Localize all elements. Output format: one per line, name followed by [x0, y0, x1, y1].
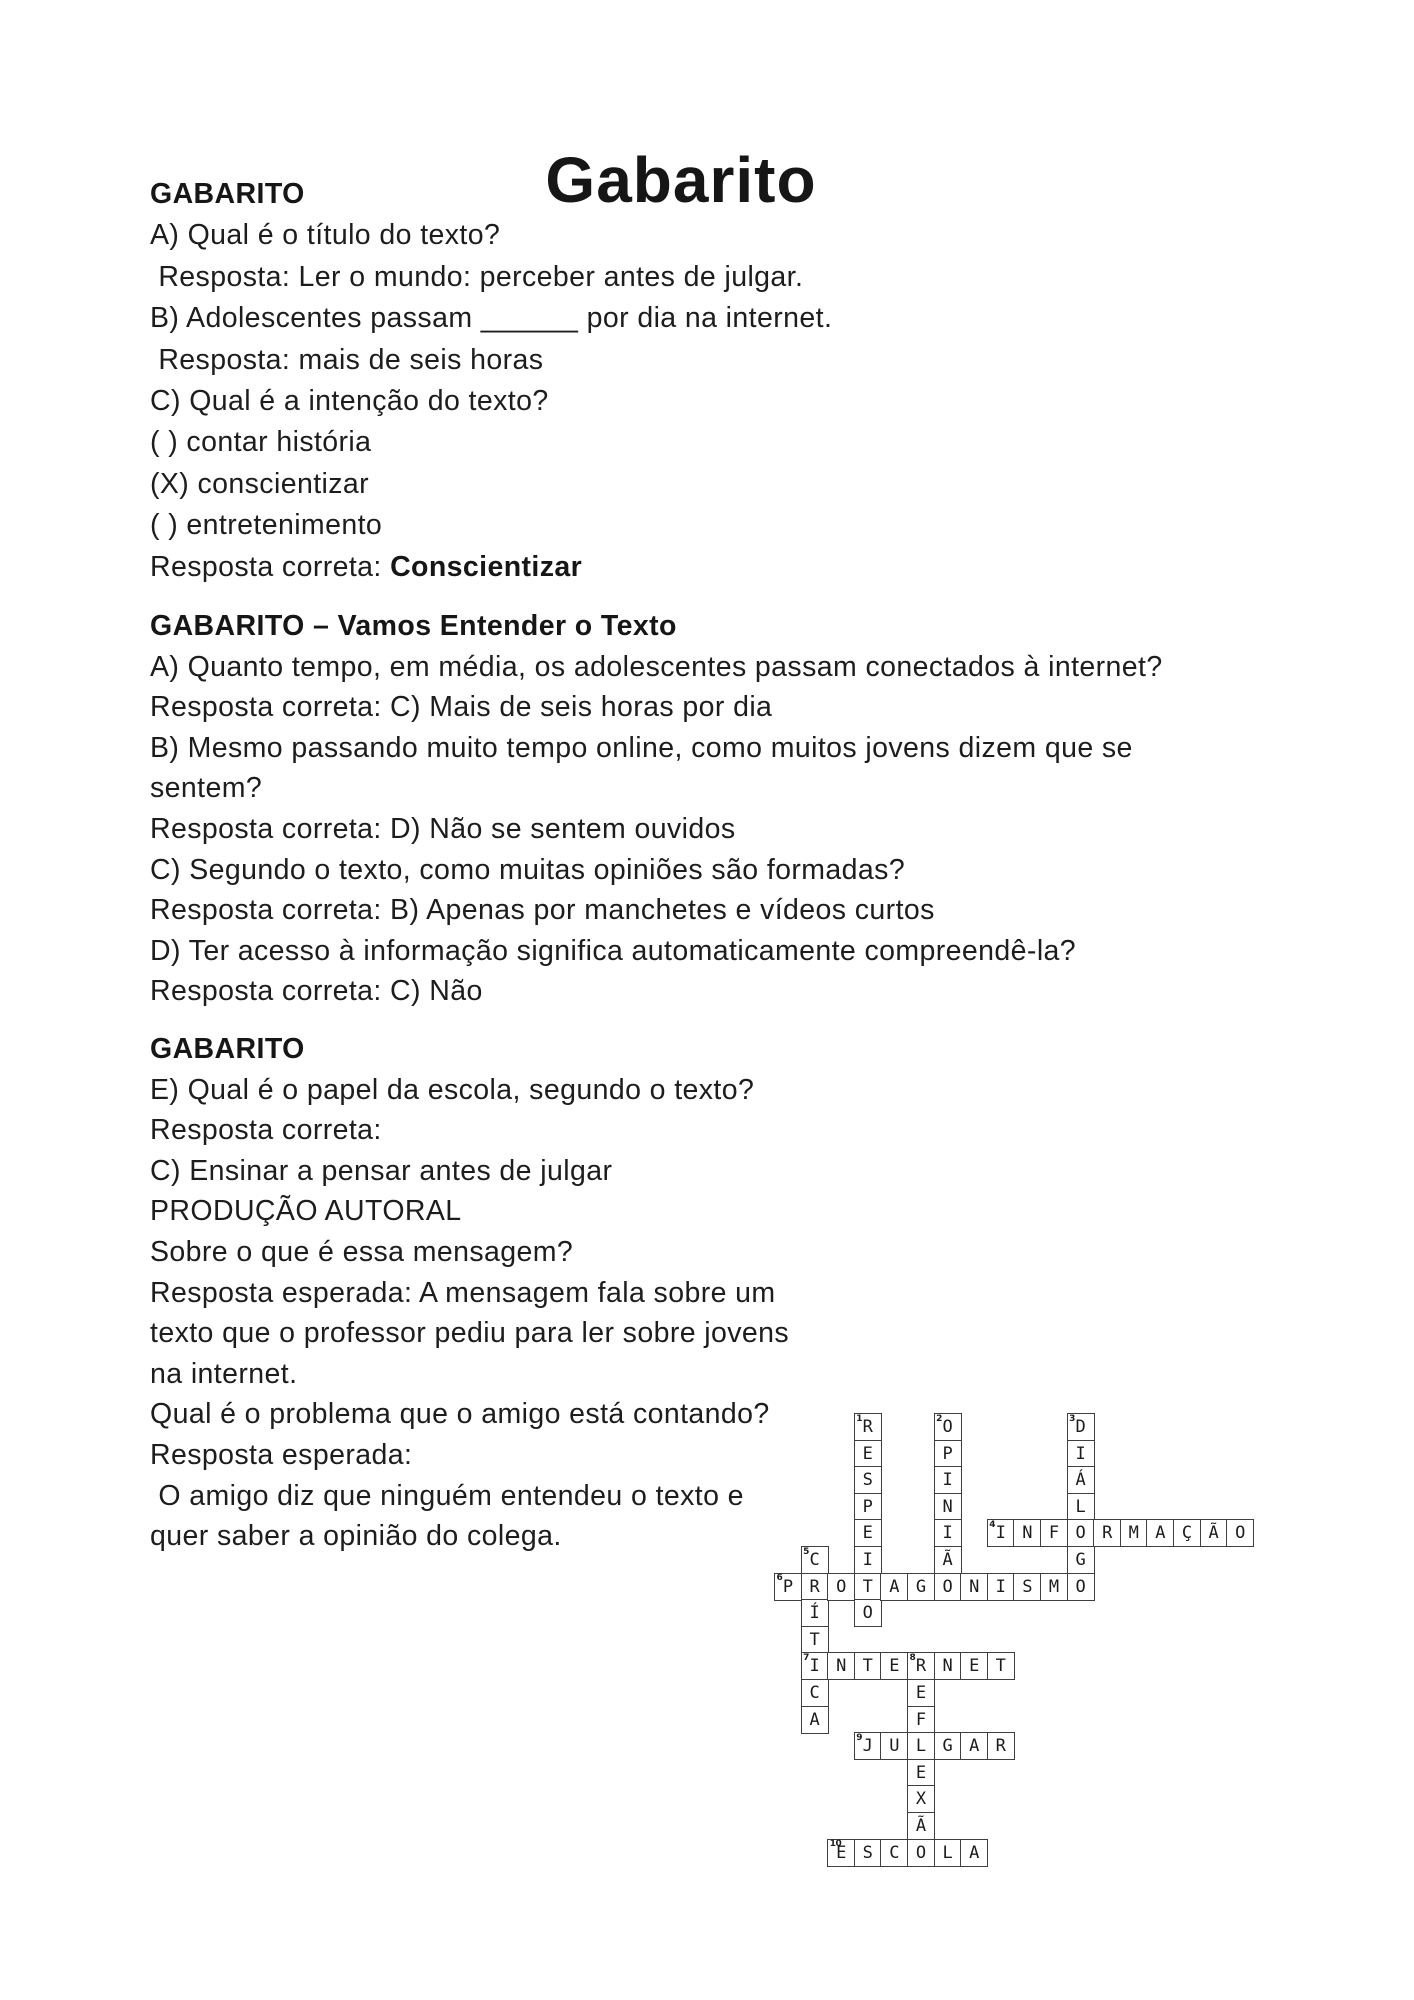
section-gabarito-1: [150, 174, 832, 588]
crossword-cell-letter: E: [889, 1656, 900, 1677]
text-segment: Resposta: Ler o mundo: perceber antes de julgar.: [150, 260, 804, 293]
crossword-cell-letter: S: [862, 1842, 873, 1863]
crossword-cell: [827, 1652, 855, 1680]
crossword-cell-letter: P: [942, 1443, 953, 1464]
crossword-cell-letter: C: [809, 1550, 820, 1570]
crossword-cell-letter: M: [1048, 1576, 1060, 1597]
crossword-cell: [1067, 1546, 1095, 1574]
crossword-cell: [987, 1519, 1015, 1547]
text-segment: texto que o professor pediu para ler sobre jovens: [150, 1317, 790, 1350]
text-line: [150, 768, 1163, 809]
crossword-cell-letter: I: [995, 1523, 1006, 1544]
crossword-cell-letter: L: [915, 1736, 927, 1757]
crossword-cell-letter: M: [1128, 1523, 1139, 1544]
crossword-cell: [934, 1440, 962, 1468]
text-line: [150, 606, 1163, 647]
text-line: [150, 850, 1163, 891]
crossword-cell: [987, 1732, 1015, 1760]
crossword-cell: [987, 1573, 1015, 1601]
crossword-cell: [854, 1732, 882, 1760]
crossword-cell: [960, 1839, 988, 1867]
crossword-cell: [854, 1839, 882, 1867]
crossword-cell-letter: R: [809, 1576, 820, 1597]
text-line: [150, 1110, 789, 1151]
text-line: [150, 1029, 789, 1070]
crossword-cell: [801, 1599, 829, 1627]
crossword-cell: [1067, 1519, 1095, 1547]
crossword-cell: [827, 1839, 855, 1867]
crossword-cell-number: 2: [936, 1413, 942, 1424]
crossword-cell: [880, 1573, 908, 1601]
crossword-cell: [1013, 1573, 1041, 1601]
crossword-cell: [801, 1706, 829, 1734]
text-segment: O amigo diz que ninguém entendeu o texto e: [150, 1479, 744, 1512]
bold-text-segment: GABARITO: [150, 178, 305, 210]
text-line: [150, 687, 1163, 728]
crossword-cell: [1120, 1519, 1148, 1547]
crossword-cell: [934, 1652, 962, 1680]
text-segment: C) Qual é a intenção do texto?: [150, 385, 549, 418]
crossword-cell-number: 9: [856, 1732, 863, 1743]
crossword-cell: [1173, 1519, 1201, 1547]
crossword-cell: [1093, 1519, 1121, 1547]
crossword-cell: [774, 1573, 802, 1601]
crossword-cell: [907, 1652, 935, 1680]
text-line: [150, 174, 832, 215]
text-line: [150, 1354, 789, 1395]
crossword-cell-letter: G: [942, 1736, 953, 1757]
text-line: [150, 422, 832, 463]
crossword-cell-letter: T: [995, 1656, 1006, 1677]
text-segment: Resposta: mais de seis horas: [150, 343, 544, 376]
crossword-cell: [1013, 1519, 1041, 1547]
crossword: [774, 1413, 1256, 1868]
text-segment: C) Segundo o texto, como muitas opiniões são formadas?: [150, 853, 906, 886]
crossword-cell-letter: N: [942, 1656, 953, 1677]
crossword-cell-letter: E: [862, 1443, 873, 1464]
crossword-cell-letter: J: [862, 1736, 873, 1757]
text-segment: B) Mesmo passando muito tempo online, como muitos jovens dizem que se: [150, 731, 1133, 764]
crossword-cell-number: 10: [829, 1839, 842, 1850]
crossword-cell: [934, 1413, 962, 1441]
crossword-cell: [907, 1732, 935, 1760]
crossword-cell-letter: Ç: [1181, 1523, 1193, 1544]
crossword-cell: [854, 1413, 882, 1441]
text-segment: Resposta correta: C) Mais de seis horas por dia: [150, 691, 773, 724]
crossword-cell-letter: I: [809, 1656, 820, 1677]
crossword-cell-letter: A: [809, 1709, 820, 1730]
text-line: [150, 971, 1163, 1012]
crossword-cell-letter: S: [1022, 1576, 1033, 1597]
text-line: [150, 215, 832, 256]
crossword-cell: [880, 1839, 908, 1867]
crossword-cell-letter: E: [915, 1683, 927, 1703]
text-segment: (X) conscientizar: [150, 467, 370, 500]
text-line: [150, 340, 832, 381]
text-segment: Resposta correta: B) Apenas por manchetes e vídeos curtos: [150, 894, 935, 927]
crossword-cell: [907, 1706, 935, 1734]
text-line: [150, 809, 1163, 850]
crossword-cell: [960, 1732, 988, 1760]
text-segment: ( ) entretenimento: [150, 509, 383, 542]
text-line: [150, 1151, 789, 1192]
text-segment: sentem?: [150, 772, 263, 805]
crossword-cell-letter: Í: [809, 1603, 820, 1624]
text-segment: ( ) contar história: [150, 426, 372, 459]
text-segment: Qual é o problema que o amigo está contando?: [150, 1398, 770, 1431]
crossword-cell-letter: I: [995, 1576, 1006, 1597]
crossword-cell: [801, 1626, 829, 1654]
crossword-cell-letter: C: [809, 1683, 820, 1703]
crossword-cell-letter: G: [1075, 1550, 1086, 1570]
crossword-cell: [801, 1546, 829, 1574]
crossword-cell: [1146, 1519, 1174, 1547]
crossword-cell: [854, 1493, 882, 1521]
crossword-cell: [854, 1652, 882, 1680]
crossword-cell: [1067, 1466, 1095, 1494]
crossword-cell-letter: N: [836, 1656, 847, 1677]
crossword-cell-number: 8: [909, 1652, 916, 1663]
text-line: [150, 1394, 789, 1435]
crossword-cell-letter: T: [862, 1576, 873, 1597]
crossword-cell-letter: Ã: [1208, 1523, 1219, 1544]
crossword-cell: [1067, 1440, 1095, 1468]
text-line: [150, 381, 832, 422]
crossword-cell-letter: E: [969, 1656, 980, 1677]
text-line: [150, 1191, 789, 1232]
crossword-cell-letter: P: [782, 1576, 794, 1597]
text-line: [150, 1516, 789, 1557]
crossword-cell-letter: A: [1155, 1523, 1166, 1544]
crossword-cell: [880, 1732, 908, 1760]
crossword-cell-letter: F: [915, 1709, 927, 1730]
crossword-cell-letter: R: [915, 1656, 927, 1677]
crossword-cell-letter: A: [969, 1842, 980, 1863]
crossword-cell-letter: R: [1102, 1523, 1113, 1544]
text-line: [150, 1273, 789, 1314]
crossword-cell: [1226, 1519, 1254, 1547]
section-gabarito-vamos-entender-o-texto: [150, 606, 1163, 1012]
crossword-cell: [907, 1573, 935, 1601]
text-line: [150, 728, 1163, 769]
crossword-cell: [1067, 1573, 1095, 1601]
crossword-cell: [934, 1839, 962, 1867]
crossword-cell-letter: O: [836, 1576, 847, 1597]
crossword-cell-number: 3: [1069, 1413, 1075, 1424]
text-segment: C) Ensinar a pensar antes de julgar: [150, 1154, 613, 1187]
crossword-cell-letter: G: [915, 1576, 927, 1597]
crossword-cell: [907, 1785, 935, 1813]
crossword-cell: [1067, 1493, 1095, 1521]
crossword-cell: [907, 1679, 935, 1707]
crossword-cell-letter: X: [915, 1789, 927, 1810]
crossword-cell-letter: L: [1075, 1496, 1086, 1517]
text-line: [150, 505, 832, 546]
text-line: [150, 298, 832, 339]
text-segment: A) Quanto tempo, em média, os adolescentes passam conectados à internet?: [150, 650, 1163, 683]
text-line: [150, 257, 832, 298]
crossword-cell-number: 7: [803, 1652, 809, 1663]
crossword-cell-letter: E: [862, 1523, 873, 1544]
crossword-cell: [1200, 1519, 1228, 1547]
crossword-cell-letter: O: [862, 1603, 873, 1624]
crossword-cell: [934, 1573, 962, 1601]
text-line: [150, 1070, 789, 1111]
text-segment: Resposta correta:: [150, 1114, 382, 1147]
text-line: [150, 547, 832, 588]
text-segment: Resposta esperada:: [150, 1438, 413, 1471]
crossword-cell: [934, 1546, 962, 1574]
crossword-cell-letter: A: [889, 1576, 900, 1597]
crossword-cell: [854, 1573, 882, 1601]
crossword-cell-letter: O: [942, 1576, 953, 1597]
crossword-cell: [960, 1652, 988, 1680]
crossword-cell: [880, 1652, 908, 1680]
text-segment: Resposta correta: D) Não se sentem ouvidos: [150, 812, 736, 845]
crossword-cell-letter: F: [1048, 1523, 1060, 1544]
crossword-cell: [960, 1573, 988, 1601]
crossword-cell: [907, 1839, 935, 1867]
text-segment: E) Qual é o papel da escola, segundo o texto?: [150, 1073, 755, 1106]
crossword-cell-letter: I: [942, 1470, 953, 1491]
crossword-cell-number: 1: [856, 1413, 863, 1424]
text-line: [150, 1232, 789, 1273]
crossword-cell: [801, 1573, 829, 1601]
crossword-cell: [854, 1599, 882, 1627]
crossword-cell-letter: N: [942, 1496, 953, 1517]
text-segment: Resposta correta:: [150, 550, 391, 583]
crossword-cell-letter: Á: [1075, 1470, 1086, 1491]
text-line: [150, 931, 1163, 972]
crossword-cell-number: 6: [776, 1573, 783, 1584]
crossword-cell: [854, 1440, 882, 1468]
crossword-cell: [1067, 1413, 1095, 1441]
crossword-cell: [1040, 1519, 1068, 1547]
crossword-cell: [854, 1519, 882, 1547]
crossword-cell: [801, 1652, 829, 1680]
bold-text-segment: GABARITO – Vamos Entender o Texto: [150, 610, 677, 642]
crossword-cell-letter: R: [862, 1417, 873, 1437]
crossword-cell-letter: E: [915, 1762, 927, 1783]
crossword-cell-letter: L: [942, 1842, 953, 1863]
crossword-cell-letter: O: [1235, 1523, 1246, 1544]
crossword-cell-letter: T: [862, 1656, 873, 1677]
text-line: [150, 647, 1163, 688]
text-segment: D) Ter acesso à informação significa automaticamente compreendê-la?: [150, 934, 1077, 967]
crossword-cell-number: 5: [803, 1546, 809, 1557]
crossword-cell-letter: N: [1022, 1523, 1033, 1544]
crossword-cell-letter: I: [862, 1550, 873, 1570]
crossword-cell-letter: C: [889, 1842, 900, 1863]
crossword-cell: [987, 1652, 1015, 1680]
text-segment: PRODUÇÃO AUTORAL: [150, 1195, 462, 1228]
crossword-cell: [907, 1812, 935, 1840]
crossword-cell: [827, 1573, 855, 1601]
crossword-cell-letter: S: [862, 1470, 873, 1491]
text-line: [150, 1476, 789, 1517]
crossword-cell-letter: Ã: [942, 1550, 953, 1570]
crossword-cell-letter: P: [862, 1496, 873, 1517]
crossword-cell: [934, 1732, 962, 1760]
text-segment: Resposta correta: C) Não: [150, 975, 483, 1008]
crossword-cell-letter: I: [1075, 1443, 1086, 1464]
crossword-cell: [1040, 1573, 1068, 1601]
crossword-cell-letter: A: [969, 1736, 980, 1757]
crossword-cell: [907, 1759, 935, 1787]
crossword-cell-letter: O: [915, 1842, 927, 1863]
page-title: Gabarito: [545, 143, 817, 216]
crossword-cell-letter: E: [836, 1842, 847, 1863]
crossword-cell-letter: T: [809, 1629, 820, 1650]
crossword-cell-letter: O: [942, 1417, 953, 1437]
crossword-cell-letter: O: [1075, 1523, 1086, 1544]
text-segment: Resposta esperada: A mensagem fala sobre um: [150, 1276, 776, 1309]
text-line: [150, 890, 1163, 931]
crossword-cell: [854, 1546, 882, 1574]
text-segment: na internet.: [150, 1357, 298, 1390]
text-segment: quer saber a opinião do colega.: [150, 1520, 562, 1553]
crossword-cell-number: 4: [989, 1519, 996, 1530]
crossword-cell-letter: O: [1075, 1576, 1086, 1597]
crossword-cell-letter: D: [1075, 1417, 1086, 1437]
crossword-cell: [934, 1466, 962, 1494]
crossword-cell-letter: I: [942, 1523, 953, 1544]
crossword-cell-letter: R: [995, 1736, 1006, 1757]
crossword-cell-letter: U: [889, 1736, 900, 1757]
text-segment: B) Adolescentes passam ______ por dia na internet.: [150, 302, 833, 335]
bold-text-segment: Conscientizar: [390, 550, 583, 583]
crossword-cell: [934, 1493, 962, 1521]
text-segment: A) Qual é o título do texto?: [150, 219, 501, 252]
text-line: [150, 1313, 789, 1354]
text-segment: Sobre o que é essa mensagem?: [150, 1235, 574, 1268]
crossword-cell-letter: Ã: [915, 1816, 927, 1836]
text-line: [150, 1435, 789, 1476]
crossword-cell-letter: N: [969, 1576, 980, 1597]
crossword-cell: [801, 1679, 829, 1707]
crossword-cell: [934, 1519, 962, 1547]
bold-text-segment: GABARITO: [150, 1033, 305, 1065]
section-gabarito-2: [150, 1029, 789, 1557]
crossword-cell: [854, 1466, 882, 1494]
text-line: [150, 464, 832, 505]
